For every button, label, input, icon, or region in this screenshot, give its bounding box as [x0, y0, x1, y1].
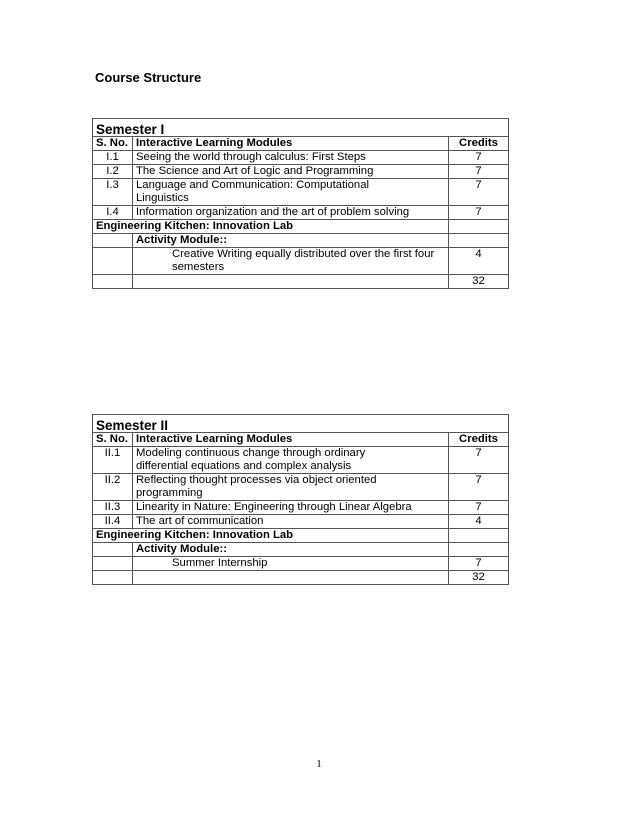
row-sno: II.4	[93, 515, 133, 529]
row-module: Seeing the world through calculus: First Steps	[133, 151, 449, 165]
empty-cell	[448, 529, 508, 543]
page-number: 1	[316, 758, 322, 770]
header-sno: S. No.	[93, 433, 133, 447]
activity-label: Activity Module::	[133, 234, 449, 248]
row-sno: I.4	[93, 206, 133, 220]
semester-title: Semester I	[93, 119, 509, 137]
row-module: The art of communication	[133, 515, 449, 529]
empty-cell	[448, 220, 508, 234]
empty-cell	[93, 543, 133, 557]
row-module: The Science and Art of Logic and Programming	[133, 165, 449, 179]
header-credits: Credits	[448, 433, 508, 447]
row-credits: 7	[448, 165, 508, 179]
total-credits: 32	[448, 275, 508, 289]
table-row	[93, 474, 509, 501]
empty-cell	[133, 275, 449, 289]
table-row	[93, 179, 509, 206]
activity-name: Summer Internship	[133, 557, 449, 571]
row-sno: I.3	[93, 179, 133, 206]
row-credits: 7	[448, 179, 508, 206]
empty-cell	[133, 571, 449, 585]
activity-credits: 4	[448, 248, 508, 275]
table-row	[93, 165, 509, 179]
total-row	[93, 275, 509, 289]
semester-1-table	[92, 118, 509, 289]
row-module: Linearity in Nature: Engineering through Linear Algebra	[133, 501, 449, 515]
header-sno: S. No.	[93, 137, 133, 151]
row-credits: 4	[448, 515, 508, 529]
page-title: Course Structure	[95, 70, 202, 85]
empty-cell	[93, 275, 133, 289]
empty-cell	[93, 248, 133, 275]
table-row	[93, 206, 509, 220]
semester-2-table	[92, 414, 509, 585]
empty-cell	[448, 234, 508, 248]
kitchen-label: Engineering Kitchen: Innovation Lab	[93, 529, 449, 543]
row-module: Information organization and the art of problem solving	[133, 206, 449, 220]
table-row	[93, 501, 509, 515]
row-credits: 7	[448, 206, 508, 220]
row-credits: 7	[448, 151, 508, 165]
activity-label-row	[93, 543, 509, 557]
activity-credits: 7	[448, 557, 508, 571]
row-credits: 7	[448, 474, 508, 501]
header-row	[93, 137, 509, 151]
activity-row	[93, 248, 509, 275]
total-row	[93, 571, 509, 585]
semester-title: Semester II	[93, 415, 509, 433]
semester-title-row	[93, 119, 509, 137]
header-credits: Credits	[448, 137, 508, 151]
total-credits: 32	[448, 571, 508, 585]
row-module: Language and Communication: Computational Linguistics	[133, 179, 449, 206]
empty-cell	[448, 543, 508, 557]
table-row	[93, 151, 509, 165]
row-sno: II.1	[93, 447, 133, 474]
activity-label: Activity Module::	[133, 543, 449, 557]
kitchen-label: Engineering Kitchen: Innovation Lab	[93, 220, 449, 234]
empty-cell	[93, 234, 133, 248]
activity-row	[93, 557, 509, 571]
header-module: Interactive Learning Modules	[133, 433, 449, 447]
header-row	[93, 433, 509, 447]
kitchen-row	[93, 529, 509, 543]
kitchen-row	[93, 220, 509, 234]
row-sno: II.2	[93, 474, 133, 501]
table-row	[93, 515, 509, 529]
header-module: Interactive Learning Modules	[133, 137, 449, 151]
activity-label-row	[93, 234, 509, 248]
empty-cell	[93, 557, 133, 571]
row-module: Modeling continuous change through ordinary differential equations and complex analysis	[133, 447, 449, 474]
activity-name: Creative Writing equally distributed over the first four semesters	[133, 248, 449, 275]
table-row	[93, 447, 509, 474]
row-sno: II.3	[93, 501, 133, 515]
row-module: Reflecting thought processes via object oriented programming	[133, 474, 449, 501]
row-sno: I.1	[93, 151, 133, 165]
row-credits: 7	[448, 501, 508, 515]
semester-title-row	[93, 415, 509, 433]
empty-cell	[93, 571, 133, 585]
row-sno: I.2	[93, 165, 133, 179]
row-credits: 7	[448, 447, 508, 474]
